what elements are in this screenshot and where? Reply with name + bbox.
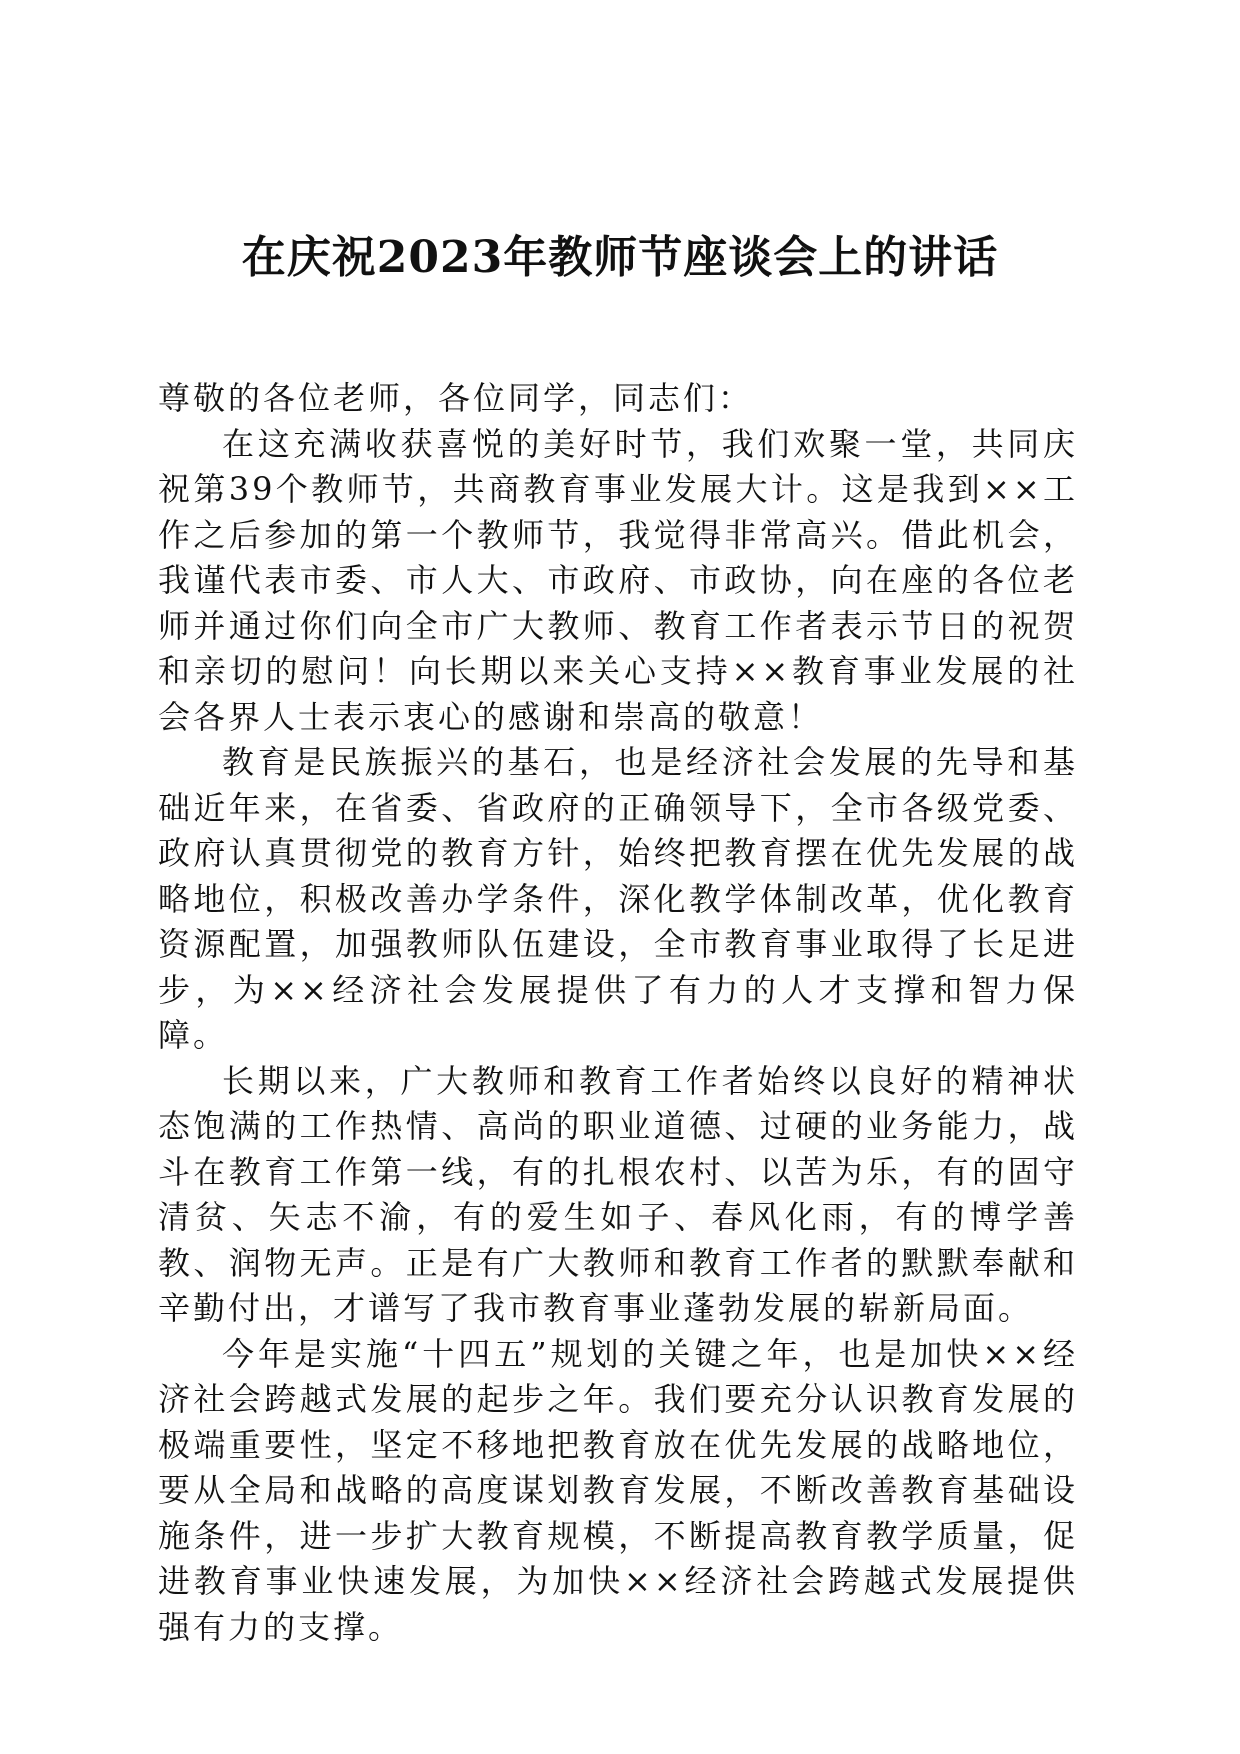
speech-body [158,376,1078,1650]
paragraph-teacher-dedication: 长期以来，广大教师和教育工作者始终以良好的精神状态饱满的工作热情、高尚的职业道德、过硬的业务能力，战斗在教育工作第一线，有的扎根农村、以苦为乐，有的固守清贫、矢志不渝，有的爱生如子、春风化雨，有的博学善教、润物无声。正是有广大教师和教育工作者的默默奉献和辛勤付出，才谱写了我市教育事业蓬勃发展的崭新局面。 [158,1061,1078,1327]
salutation: 尊敬的各位老师，各位同学，同志们： [158,379,754,417]
paragraph-education-foundation: 教育是民族振兴的基石，也是经济社会发展的先导和基础近年来，在省委、省政府的正确领导下，全市各级党委、政府认真贯彻党的教育方针，始终把教育摆在优先发展的战略地位，积极改善办学条件，深化教学体制改革，优化教育资源配置，加强教师队伍建设，全市教育事业取得了长足进步，为××经济社会发展提供了有力的人才支撑和智力保障。 [158,743,1078,1054]
document-title: 在庆祝2023年教师节座谈会上的讲话 [241,232,999,283]
paragraph-development-plan: 今年是实施“十四五”规划的关键之年，也是加快××经济社会跨越式发展的起步之年。我们要充分认识教育发展的极端重要性，坚定不移地把教育放在优先发展的战略地位，要从全局和战略的高度谋划教育发展，不断改善教育基础设施条件，进一步扩大教育规模，不断提高教育教学质量，促进教育事业快速发展，为加快××经济社会跨越式发展提供强有力的支撑。 [158,1334,1078,1646]
paragraph-opening: 在这充满收获喜悦的美好时节，我们欢聚一堂，共同庆祝第39个教师节，共商教育事业发展大计。这是我到××工作之后参加的第一个教师节，我觉得非常高兴。借此机会，我谨代表市委、市人大、市政府、市政协，向在座的各位老师并通过你们向全市广大教师、教育工作者表示节日的祝贺和亲切的慰问！向长期以来关心支持××教育事业发展的社会各界人士表示衷心的感谢和崇高的敬意！ [158,424,1078,736]
